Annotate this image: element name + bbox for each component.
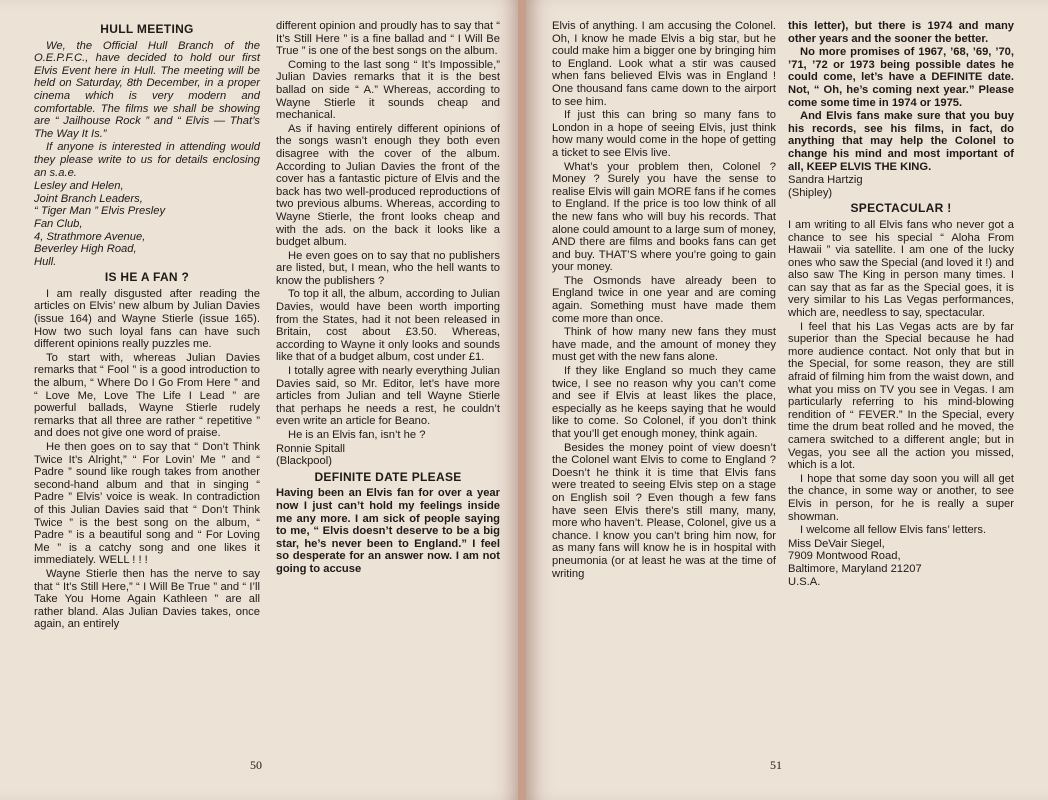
- page-number-right: 51: [770, 758, 782, 772]
- paragraph: I welcome all fellow Elvis fans’ letters.: [800, 524, 987, 537]
- signature-line: Joint Branch Leaders,: [34, 192, 143, 205]
- definite-date-letter-start: [276, 487, 500, 575]
- page-number-left: 50: [250, 758, 262, 772]
- paragraph: Besides the money point of view doesn’t the Colonel want Elvis to come to England ? Doesn’t he think it is time that Elvis fans were treated to seeing Elvis step on a stage on English soil ? Even though a few fans have seen Elvis there’s still many, many, more who haven’t. Please, Colonel, give us a chance. I know you can’t bring him now, for as many fans will know he is in hospital with pneumonia (or at least he was at the time of writing: [552, 441, 776, 580]
- paragraph: I hope that some day soon you will all get the chance, in some way or another, to see Elvis in person, for he is really a super showman.: [788, 472, 1014, 523]
- paragraph: To top it all, the album, according to Julian Davies, would have been worth importing from the States, had it not been released in Britain, cost about £3.50. Whereas, according to Wayne it only looks and sounds like that of a budget album, cost under £1.: [276, 288, 500, 364]
- paragraph: I totally agree with nearly everything Julian Davies said, so Mr. Editor, let’s have more articles from Julian and tell Wayne Stierle that perhaps he needs a rest, he couldn’t even write an article for Beano.: [276, 365, 500, 428]
- right-page: [526, 0, 1048, 800]
- paragraph: Wayne Stierle then has the nerve to say that “ It’s Still Here,” “ I Will Be True ” and “ I’ll Take You Home Again Kathleen ” are all rather bland. Alas Julian Davies takes, once again, an entirely: [34, 567, 260, 631]
- signature-line: Beverley High Road,: [34, 243, 137, 256]
- signature-line: Miss DeVair Siegel,: [788, 537, 885, 550]
- signature-line: Lesley and Helen,: [34, 180, 124, 193]
- paragraph: He then goes on to say that “ Don’t Think Twice It’s Alright,” “ For Lovin’ Me ” and “ Padre ” sound like rough takes from another second-hand album and that in singing “ Padre ” Elvis’ voice is weak. In contradiction of this Julian Davies said that “ Don’t Think Twice ” is the best song on the album, “ Padre ” is a beautiful song and “ For Loving Me ” is a catchy song and one likes it immediately. WELL ! ! !: [34, 441, 260, 567]
- heading-hull-meeting: HULL MEETING: [100, 22, 194, 36]
- definite-date-letter-end: [788, 20, 1014, 173]
- paragraph: Coming to the last song “ It’s Impossible,” Julian Davies remarks that it is the best ballad on side “ A.” Whereas, according to Wayne Stierle it sounds cheap and mechanical.: [276, 58, 500, 122]
- paragraph: And Elvis fans make sure that you buy his records, see his films, in fact, do anything that may help the Colonel to change his mind and most important of all, KEEP ELVIS THE KING.: [788, 110, 1014, 173]
- signature-line: Baltimore, Maryland 21207: [788, 562, 922, 575]
- paragraph: If they like England so much they came twice, I see no reason why you can’t come and see if Elvis at least likes the place, especially as he keeps saying that he would like to come. So Colonel, if you don’t think that you’ll get enough money, think again.: [552, 365, 776, 440]
- paragraph: If just this can bring so many fans to London in a hope of seeing Elvis, just think how many would come in the hope of getting a ticket to see Elvis live.: [552, 109, 776, 159]
- paragraph: No more promises of 1967, ’68, ’69, ’70, ’71, ’72 or 1973 being possible dates he could come, let’s have a DEFINITE date. Not, “ Oh, he’s coming next year.” Please come some time in 1974 or 1975.: [788, 46, 1014, 109]
- heading-is-he-a-fan: IS HE A FAN ?: [104, 270, 190, 285]
- signature-line: Ronnie Spitall: [276, 442, 346, 455]
- paragraph: To start with, whereas Julian Davies remarks that “ Fool ” is a good introduction to the album, “ Where Do I Go From Here ” and “ Love Me, Love The Life I Lead ” are powerful ballads, Wayne Stierle rudely remarks that all three are rather “ repetitive ” and does not give one word of praise.: [34, 351, 260, 440]
- paragraph: If anyone is interested in attending would they please write to us for details enclosing an s.a.e.: [34, 141, 260, 179]
- left-page-column-2: [276, 20, 500, 577]
- paragraph: We, the Official Hull Branch of the O.E.P.F.C., have decided to hold our first Elvis Event here in Hull. The meeting will be held on Saturday, 8th December, in a proper cinema which is very modern and comfortable. The films we shall be showing are “ Jailhouse Rock ” and “ Elvis — That’s The Way It Is.”: [34, 39, 260, 140]
- signature-line: Sandra Hartzig: [788, 174, 863, 187]
- paragraph: I am writing to all Elvis fans who never got a chance to see his special “ Aloha From Hawaii ” via satellite. I am one of the lucky ones who saw the Special (and loved it !) and also saw The King in person many times. I can say that as far as the Special goes, it is very similar to his Las Vegas performances, which are, needless to say, spectacular.: [788, 218, 1014, 320]
- hull-meeting-letter: [34, 40, 260, 269]
- paragraph: this letter), but there is 1974 and many other years and the sooner the better.: [788, 20, 1014, 45]
- signature-line: (Blackpool): [276, 455, 332, 468]
- signature-line: 7909 Montwood Road,: [788, 550, 901, 563]
- signature-line: Fan Club,: [34, 217, 83, 230]
- paragraph: different opinion and proudly has to say that “ It’s Still Here ” is a fine ballad and “ I Will Be True ” is one of the best songs on the album.: [276, 20, 500, 58]
- signature-line: Hull.: [34, 255, 57, 268]
- right-page-column-2: [788, 20, 1014, 588]
- signature-line: (Shipley): [788, 186, 833, 199]
- paragraph: I am really disgusted after reading the articles on Elvis’ new album by Julian Davies (issue 164) and Wayne Stierle (issue 165). How two such loyal fans can have such different opinions really puzzles me.: [34, 287, 260, 351]
- left-page-column-1: [34, 20, 260, 632]
- paragraph: Having been an Elvis fan for over a year now I just can’t hold my feelings inside me any more. I am sick of people saying to me, “ Elvis doesn’t deserve to be a big star, he’s never been to England.” I feel so desperate for an answer now. I am not going to accuse: [276, 487, 500, 575]
- paragraph: Elvis of anything. I am accusing the Colonel. Oh, I know he made Elvis a big star, but he could make him a bigger one by bringing him to England. Look what a stir was caused when fans believed Elvis was in England ! One thousand fans came down to the airport to see him.: [552, 20, 776, 108]
- right-page-column-1: [552, 20, 776, 581]
- paragraph: He is an Elvis fan, isn’t he ?: [288, 429, 426, 441]
- paragraph: He even goes on to say that no publishers are listed, but, I mean, who the hell wants to know the publishers ?: [276, 249, 500, 287]
- paragraph: Think of how many new fans they must have made, and the amount of money they must get with the new fans alone.: [552, 326, 776, 364]
- paragraph: What’s your problem then, Colonel ? Money ? Surely you have the sense to realise Elvis will gain MORE fans if he comes to England. If the price is too low think of all the new fans who will buy his records. That alone could amount to a large sum of money, AND there are films and books fans can get and buy. THAT’S where you’re going to gain your money.: [552, 160, 776, 274]
- heading-spectacular: SPECTACULAR !: [850, 201, 952, 216]
- left-page: [0, 0, 520, 800]
- signature-line: U.S.A.: [788, 575, 821, 588]
- heading-definite-date-please: DEFINITE DATE PLEASE: [314, 469, 462, 484]
- signature-line: “ Tiger Man ” Elvis Presley: [34, 205, 166, 218]
- signature-line: 4, Strathmore Avenue,: [34, 230, 146, 243]
- paragraph: As if having entirely different opinions of the songs wasn’t enough they both even disagree with the cover of the album. According to Julian Davies the front of the cover has a fantastic picture of Elvis and the back has two well-produced reproductions of two previous albums. Whereas, according to Wayne Stierle, the front looks cheap and with the ads. on the back it looks like a budget album.: [276, 122, 500, 249]
- paragraph: I feel that his Las Vegas acts are by far superior than the Special because he had more audience contact. Not only that but in the Special, for some reason, they are still afraid of filming him from the waist down, and what you miss on TV you see in Vegas. I am particularly referring to his mind-blowing rendition of “ FEVER.” In the Special, every time the drum beat rolled and he moved, the camera switched to a different angle; but in Vegas, you see all the action you missed, which is a lot.: [788, 320, 1014, 472]
- paragraph: The Osmonds have already been to England twice in one year and are coming again. Something must have made them come more than once.: [552, 274, 776, 325]
